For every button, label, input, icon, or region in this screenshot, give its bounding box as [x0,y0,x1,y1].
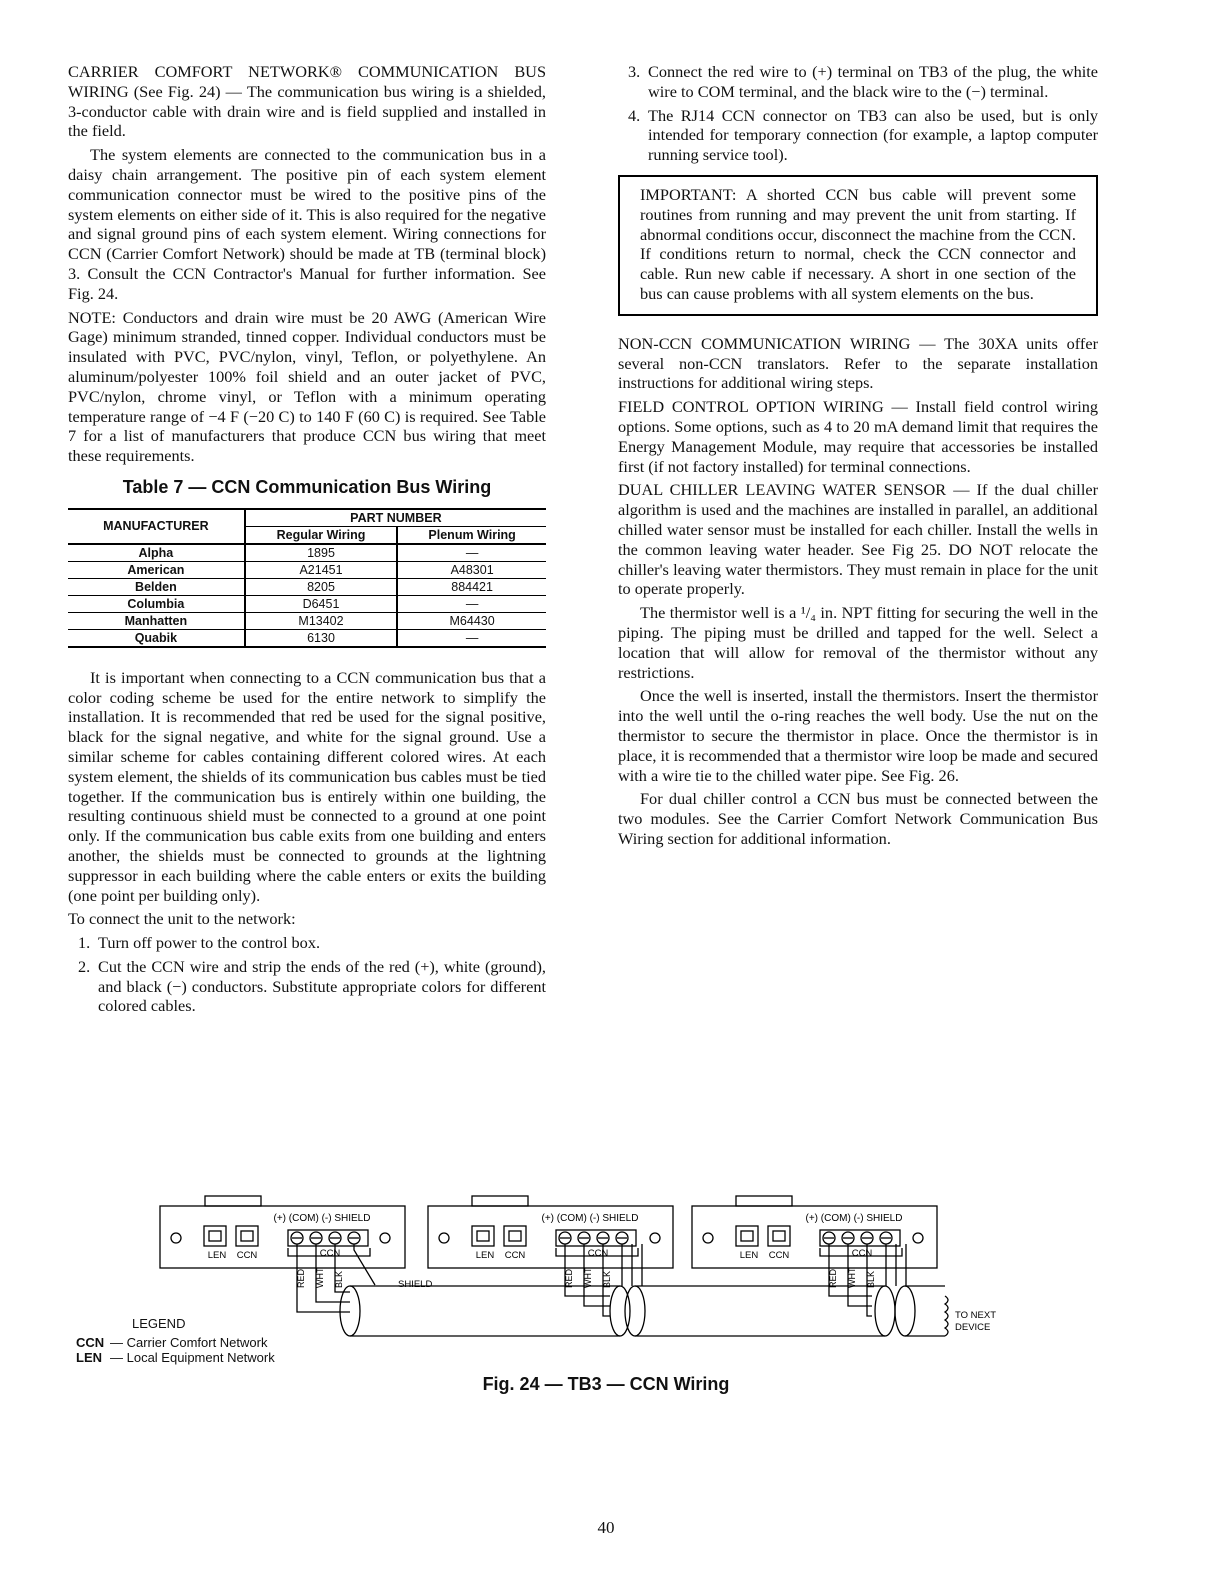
connect-steps-list [68,933,546,1016]
ccn-connector-label-1: CCN [319,1248,341,1259]
regular-cell: 8205 [245,578,397,595]
legend-key: CCN [76,1335,105,1350]
header-regular-wiring: Regular Wiring [245,526,397,544]
thermistor-well-paragraph: The thermistor well is a ¹/₄ in. NPT fitting for securing the well in the piping. The piping must be drilled and tapped for the well. Select a location that will allow for removal of the thermistor without any restrictions. [618,603,1098,682]
table-row [68,561,546,578]
list-item [68,933,546,953]
red-wire-label-2: RED [564,1268,574,1288]
field-control-paragraph: FIELD CONTROL OPTION WIRING — Install field control wiring options. Some options, such as 4 to 20 mA demand limit that requires the Energy Management Module, may require that accessories be installed first (if not factory installed) for terminal connections. [618,397,1098,476]
right-column [618,62,1098,853]
ccn-label-2: CCN [504,1250,526,1261]
color-coding-paragraph: It is important when connecting to a CCN communication bus that a color coding scheme be used for the entire network to simplify the installation. It is recommended that red be used for the signal positive, black for the signal negative, and white for the signal ground. Use a similar scheme for cables containing different colored wires. At each system element, the shields of its communication bus cables must be tied together. If the communication bus is entirely within one building, the resulting continuous shield must be connected to a ground at one point only. If the communication bus cable exits from one building and enters another, the shields must be connected to grounds at the lightning suppressor in each building where the cable enters or exits the building (one point per building only). [68,667,546,905]
table-row [68,629,546,647]
regular-cell: M13402 [245,612,397,629]
legend-item [76,1335,275,1350]
list-item [618,106,1098,165]
table-row [68,612,546,629]
plenum-cell: A48301 [397,561,546,578]
legend-title: LEGEND [132,1316,186,1331]
list-item [618,62,1098,102]
control-board-1 [160,1196,405,1268]
table-title: Table 7 — CCN Communication Bus Wiring [122,476,492,497]
legend-desc: — Carrier Comfort Network [110,1335,268,1350]
len-label-2: LEN [475,1250,495,1261]
terminal-label-2: (+) (COM) (-) SHIELD [541,1213,639,1224]
plenum-cell: M64430 [397,612,546,629]
header-part-number: PART NUMBER [245,509,546,527]
legend-desc: — Local Equipment Network [110,1350,275,1365]
table-row [68,544,546,562]
red-wire-label-3: RED [828,1268,838,1288]
ccn-bus-wiring-paragraph: CARRIER COMFORT NETWORK® COMMUNICATION BUS WIRING (See Fig. 24) — The communication bus wiring is a shielded, 3-conductor cable with drain wire and is field supplied and installed in the field. [68,62,546,141]
plenum-cell: 884421 [397,578,546,595]
step-number: 1. [78,933,91,953]
header-plenum-wiring: Plenum Wiring [397,526,546,544]
thermistor-install-paragraph: Once the well is inserted, install the thermistors. Insert the thermistor into the well until the o-ring reaches the well body. Use the nut on the thermistor to secure the thermistor in place. Once the thermistor is in place, it is recommended that a thermistor wire loop be made and secured with a wire tie to the chilled water pipe. See Fig. 26. [618,686,1098,785]
manufacturer-cell: Manhatten [68,612,245,629]
step-text: Connect the red wire to (+) terminal on TB3 of the plug, the white wire to COM terminal, and the black wire to the (−) terminal. [648,62,1098,101]
shield-label: SHIELD [398,1279,433,1290]
wht-wire-label-2: WHT [583,1267,593,1288]
figure-caption: Fig. 24 — TB3 — CCN Wiring [482,1374,730,1394]
left-column [68,62,546,1020]
step-text: Cut the CCN wire and strip the ends of the red (+), white (ground), and black (−) conductors. Substitute appropriate colors for different colored cables. [98,956,546,1016]
regular-cell: 1895 [245,544,397,562]
table-row [68,578,546,595]
step-number: 3. [628,62,641,81]
connect-steps-list-continued [618,62,1098,165]
header-manufacturer: MANUFACTURER [68,509,245,544]
regular-cell: D6451 [245,595,397,612]
important-notice: IMPORTANT: A shorted CCN bus cable will prevent some routines from running and may prevent the unit from starting. If abnormal conditions occur, disconnect the machine from the CCN. If conditions return to normal, check the CCN connector and cable. Run new cable if necessary. A short in one section of the bus can cause problems with all system elements on the bus. [618,175,1098,316]
to-next-label: TO NEXT [955,1310,996,1321]
blk-wire-label-3: BLK [866,1270,876,1288]
wht-wire-label-3: WHT [847,1267,857,1288]
plenum-cell: — [397,629,546,647]
legend-item [76,1350,275,1365]
step-number: 2. [78,956,91,976]
daisy-chain-paragraph: The system elements are connected to the communication bus in a daisy chain arrangement. The positive pin of each system element communication connector must be wired to the positive pins of the system elements on either side of it. This is also required for the negative and signal ground pins of each system element. Wiring connections for CCN (Carrier Comfort Network) should be made at TB (terminal block) 3. Consult the CCN Contractor's Manual for further information. See Fig. 24. [68,145,546,303]
note-paragraph: NOTE: Conductors and drain wire must be 20 AWG (American Wire Gage) minimum stranded, tinned copper. Individual conductors must be insulated with PVC, PVC/nylon, vinyl, Teflon, or polyethylene. An aluminum/polyester 100% foil shield and an outer jacket of PVC, PVC/nylon, chrome vinyl, or Teflon with a minimum operating temperature range of −4 F (−20 C) to 140 F (60 C) is required. See Table 7 for a list of manufacturers that produce CCN bus wiring that meet these requirements. [68,307,546,466]
manufacturer-cell: Belden [68,578,245,595]
ccn-connector-label-2: CCN [587,1248,609,1259]
step-text: The RJ14 CCN connector on TB3 can also be used, but is only intended for temporary connection (for example, a laptop computer running service tool). [648,105,1098,165]
table-row [68,595,546,612]
legend-key: LEN [76,1350,102,1365]
blk-wire-label-1: BLK [334,1270,344,1288]
manufacturer-cell: Alpha [68,544,245,562]
dual-chiller-paragraph: DUAL CHILLER LEAVING WATER SENSOR — If the dual chiller algorithm is used and the machines are installed in parallel, an additional chilled water sensor must be installed for each chiller. Install the wells in the common leaving water header. See Fig 25. DO NOT relocate the chiller's leaving water thermistors. They must remain in place for the unit to operate properly. [618,480,1098,599]
manufacturer-cell: Quabik [68,629,245,647]
legend [76,1316,275,1365]
dual-chiller-control-paragraph: For dual chiller control a CCN bus must be connected between the two modules. See the Carrier Comfort Network Communication Bus Wiring section for additional information. [618,789,1098,848]
ccn-connector-label-3: CCN [851,1248,873,1259]
len-label-1: LEN [207,1250,227,1261]
ccn-label-1: CCN [236,1250,258,1261]
control-board-3 [692,1196,937,1268]
regular-cell: 6130 [245,629,397,647]
step-text: Turn off power to the control box. [98,933,321,953]
len-label-3: LEN [739,1250,759,1261]
step-number: 4. [628,105,641,125]
red-wire-label-1: RED [296,1268,306,1288]
terminal-label-3: (+) (COM) (-) SHIELD [805,1213,903,1224]
device-label: DEVICE [955,1322,991,1333]
ccn-label-3: CCN [768,1250,790,1261]
terminal-label-1: (+) (COM) (-) SHIELD [273,1213,371,1224]
list-item [68,957,546,1016]
plenum-cell: — [397,595,546,612]
manufacturer-cell: Columbia [68,595,245,612]
manufacturer-cell: American [68,561,245,578]
wht-wire-label-1: WHT [315,1267,325,1288]
ccn-wiring-table [68,508,546,648]
connect-intro: To connect the unit to the network: [68,909,296,929]
regular-cell: A21451 [245,561,397,578]
plenum-cell: — [397,544,546,562]
non-ccn-paragraph: NON-CCN COMMUNICATION WIRING — The 30XA units offer several non-CCN translators. Refer to the separate installation instructions for additional wiring steps. [618,333,1098,393]
blk-wire-label-2: BLK [602,1270,612,1288]
page-number: 40 [597,1518,615,1537]
control-board-2 [428,1196,673,1268]
